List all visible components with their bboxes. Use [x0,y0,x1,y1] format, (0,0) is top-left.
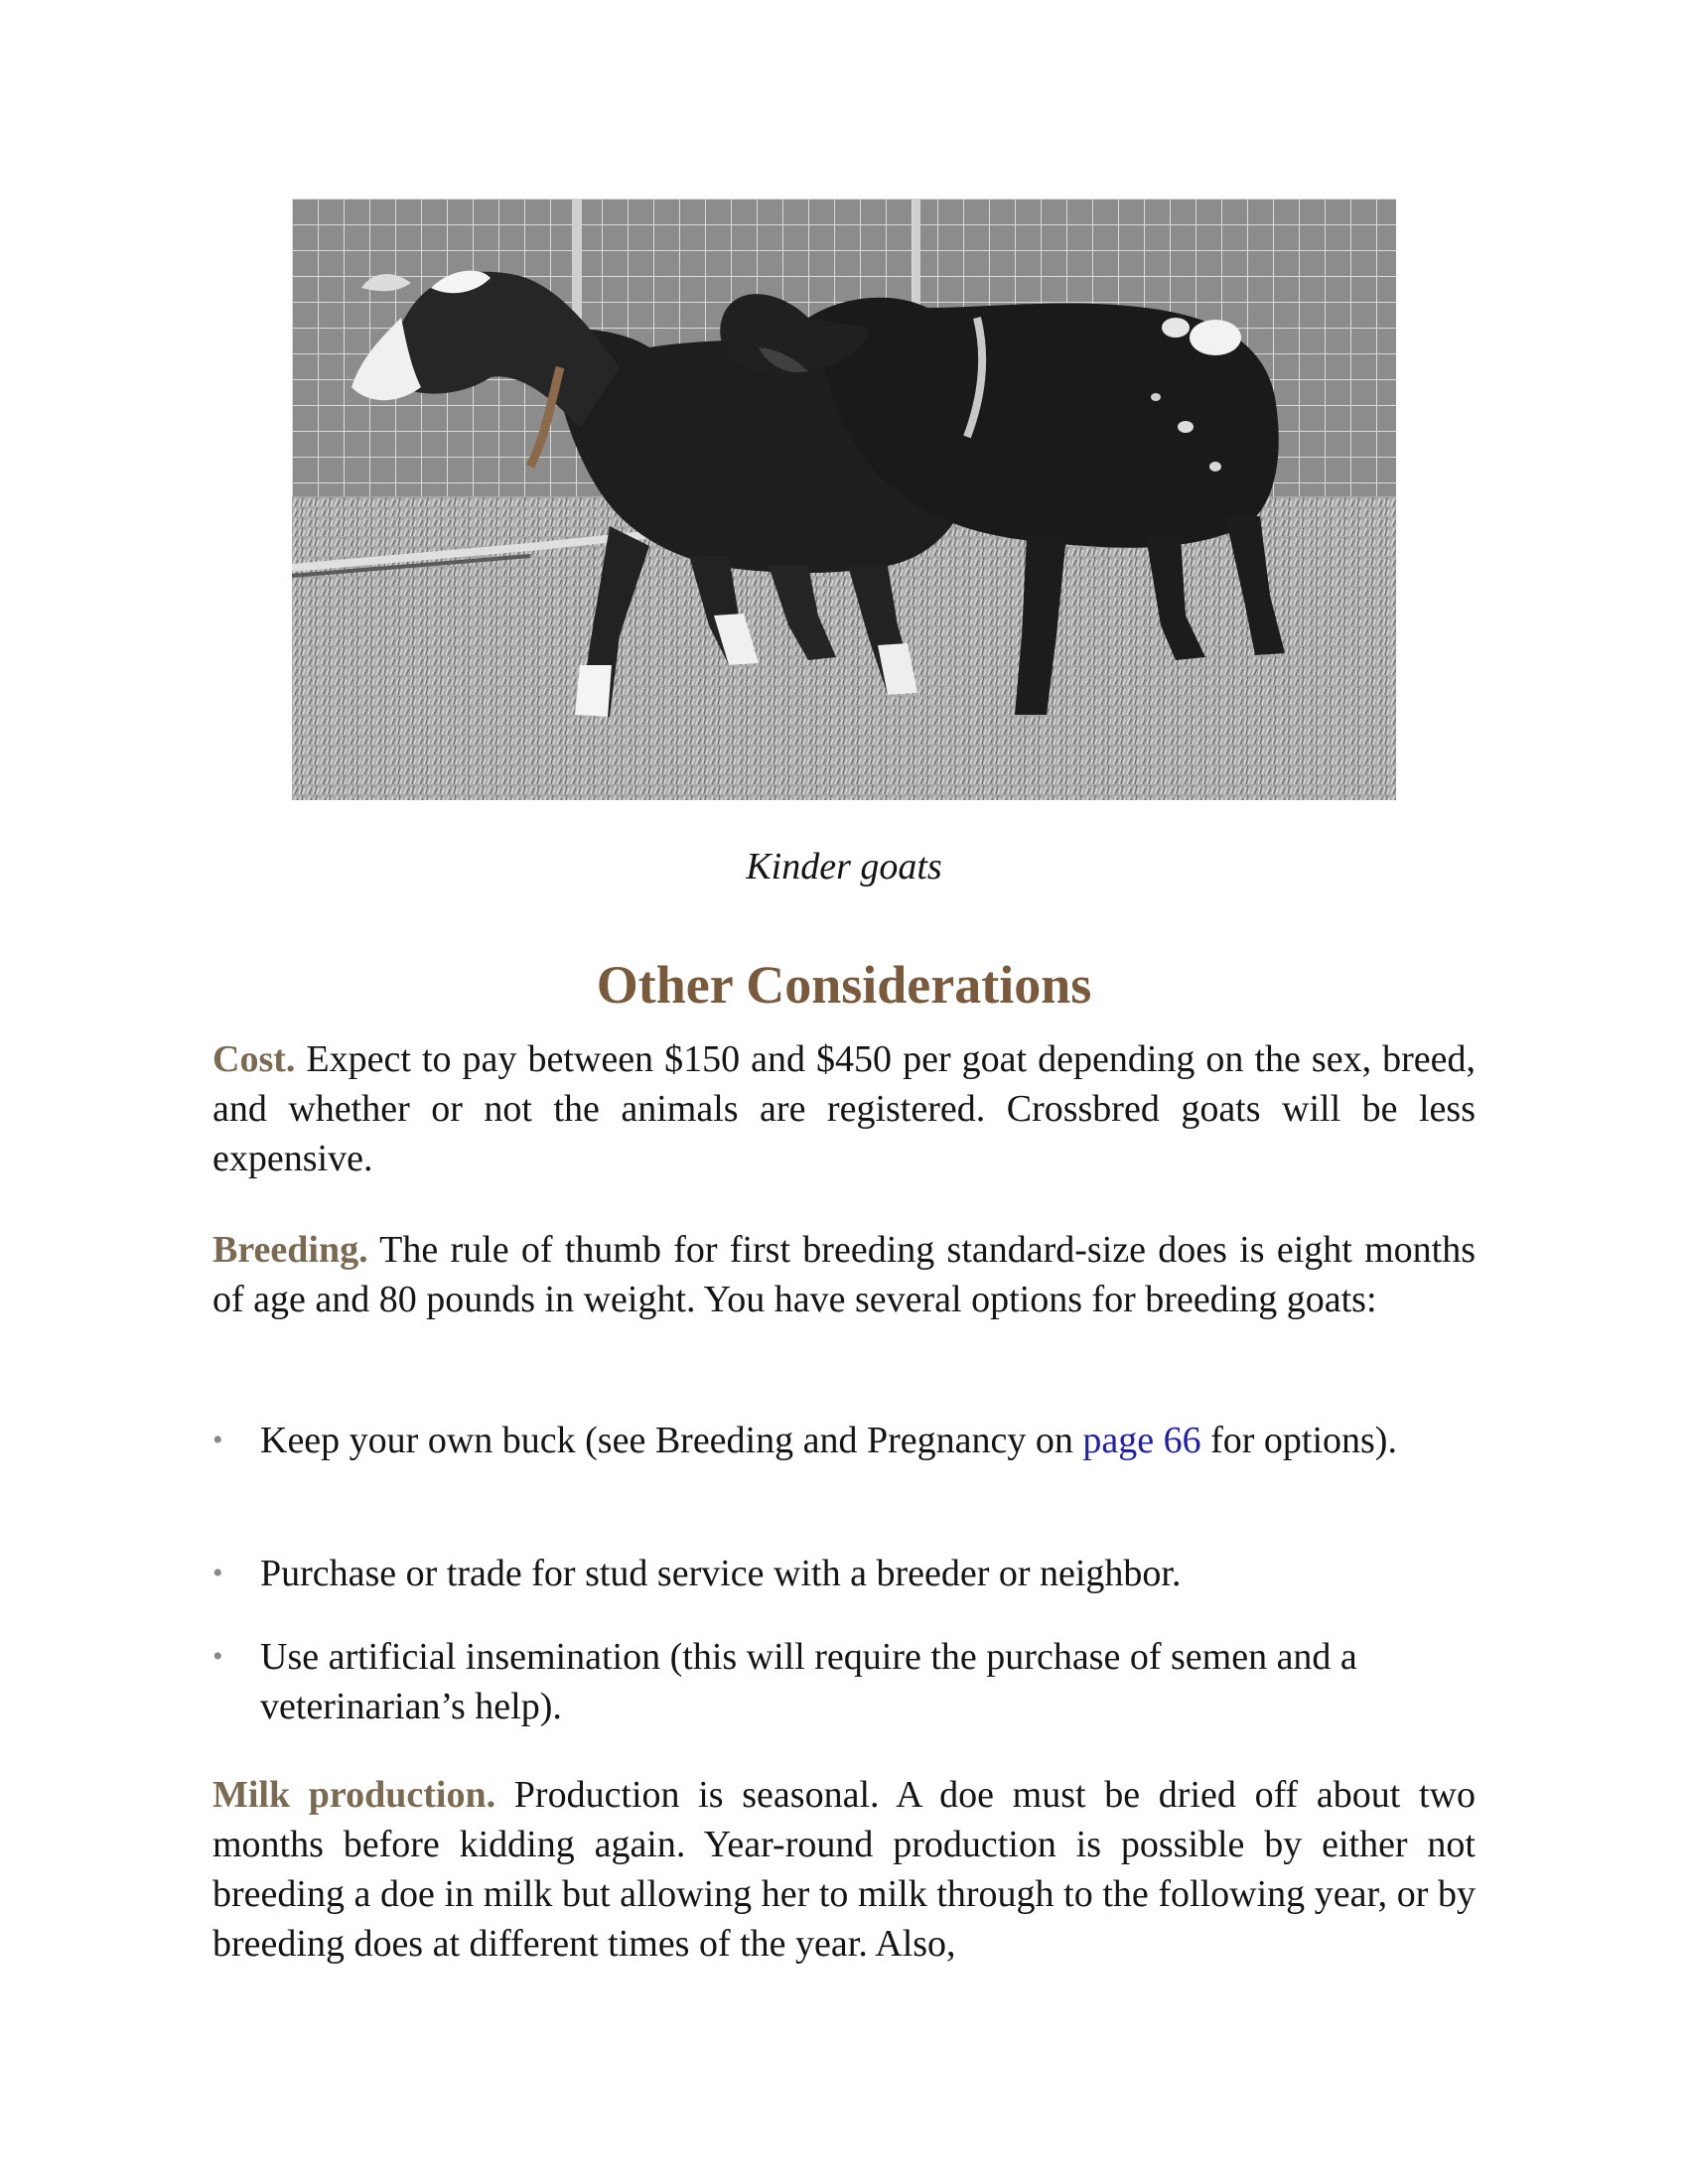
bullet-icon: • [212,1424,223,1456]
list-item-text [212,1416,1476,1465]
figure-caption: Kinder goats [746,846,942,887]
breeding-text: The rule of thumb for first breeding standard-size does is eight months of age and 80 pounds in weight. You have several options for breeding goats: [212,1229,1476,1320]
list-item [212,1632,1476,1731]
option-text-after: for options). [1200,1420,1397,1461]
bullet-icon: • [212,1557,223,1589]
section-title: Other Considerations [596,955,1092,1015]
milk-text: Production is seasonal. A doe must be dried off about two months before kidding again. Year-round production is possible by either not breeding a doe in milk but allowing her to milk through to the following year, or by breeding does at different times of the year. Also, [212,1774,1476,1965]
goats-illustration [292,199,1396,800]
cost-lead: Cost. [212,1038,296,1080]
milk-paragraph [212,1770,1476,1969]
option-text-before: Keep your own buck (see Breeding and Pregnancy on [260,1420,1083,1461]
goats-photo [292,199,1396,800]
page-66-link[interactable]: page 66 [1082,1420,1201,1461]
bullet-icon: • [212,1640,223,1673]
breeding-paragraph [212,1225,1476,1324]
list-item [212,1549,1476,1598]
milk-lead: Milk production. [212,1774,496,1816]
cost-paragraph [212,1034,1476,1183]
breeding-lead: Breeding. [212,1229,368,1271]
list-item-text: Purchase or trade for stud service with a breeder or neighbor. [260,1553,1182,1594]
cost-text: Expect to pay between $150 and $450 per goat depending on the sex, breed, and whether or not the animals are registered. Crossbred goats will be less expensive. [212,1038,1476,1179]
list-item-text: Use artificial insemination (this will require the purchase of semen and a veterinarian’s help). [260,1636,1357,1727]
list-item [212,1416,1476,1465]
